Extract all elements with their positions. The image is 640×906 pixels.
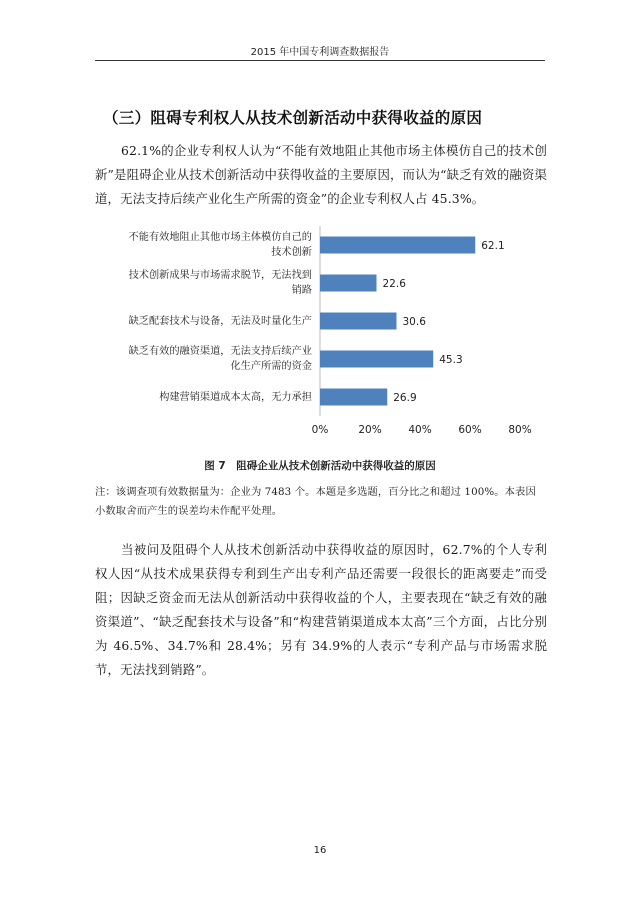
category-label-line: 构建营销渠道成本太高，无力承担 xyxy=(159,391,312,403)
category-label xyxy=(112,390,312,405)
category-label xyxy=(112,268,312,298)
category-label-line: 销路 xyxy=(291,285,312,296)
x-tick-label: 80% xyxy=(508,424,532,436)
category-label xyxy=(112,344,312,374)
category-label xyxy=(112,314,312,329)
category-label-line: 技术创新成果与市场需求脱节，无法找到 xyxy=(128,270,312,281)
bar xyxy=(320,389,387,406)
bar xyxy=(320,275,377,292)
category-label-line: 化生产所需的资金 xyxy=(230,361,312,372)
page-number: 16 xyxy=(313,845,327,856)
paragraph-2: 当被问及阻碍个人从技术创新活动中获得收益的原因时，62.7%的个人专利权人因“从技术成果获得专利到生产出专利产品还需要一段很长的距离要走”而受阻；因缺乏资金而无法从创新活动中获得收益的个人，主要表现在“缺乏有效的融资渠道”、“缺乏配套技术与设备”和“构建营销渠道成本太高”三个方面，占比分别为 46.5%、34.7%和 28.4%；另有 34.9%的人表示“专利产品与市场需求脱节，无法找到销路”。 xyxy=(95,542,547,677)
data-label: 26.9 xyxy=(393,392,417,404)
header-rule xyxy=(95,60,545,61)
bar xyxy=(320,351,433,368)
x-tick-label: 0% xyxy=(311,424,329,436)
category-label-line: 缺乏配套技术与设备，无法及时量化生产 xyxy=(128,315,312,327)
data-label: 22.6 xyxy=(382,278,406,290)
x-tick-label: 40% xyxy=(408,424,432,436)
section-title: （三）阻碍专利权人从技术创新活动中获得收益的原因 xyxy=(103,109,483,127)
bar xyxy=(320,313,397,330)
data-label: 30.6 xyxy=(402,316,426,328)
category-label xyxy=(112,230,312,260)
x-tick-label: 20% xyxy=(358,424,382,436)
figure-caption: 图 7 阻碍企业从技术创新活动中获得收益的原因 xyxy=(204,460,436,472)
running-header: 2015 年中国专利调查数据报告 xyxy=(250,47,390,58)
category-label-line: 不能有效地阻止其他市场主体模仿自己的 xyxy=(128,232,312,243)
data-label: 62.1 xyxy=(481,240,505,252)
x-tick-label: 60% xyxy=(458,424,482,436)
category-label-line: 缺乏有效的融资渠道，无法支持后续产业 xyxy=(128,346,312,357)
paragraph-1: 62.1%的企业专利权人认为“不能有效地阻止其他市场主体模仿自己的技术创新”是阻碍企业从技术创新活动中获得收益的主要原因，而认为“缺乏有效的融资渠道，无法支持后续产业化生产所需的资金”的企业专利权人占 45.3%。 xyxy=(95,143,547,206)
bar-chart xyxy=(95,222,545,442)
figure-note: 注：该调查项有效数据量为：企业为 7483 个。本题是多选题，百分比之和超过 100%。本表因小数取舍而产生的误差均未作配平处理。 xyxy=(95,486,536,517)
data-label: 45.3 xyxy=(439,354,463,366)
bar xyxy=(320,237,475,254)
category-label-line: 技术创新 xyxy=(271,247,312,258)
